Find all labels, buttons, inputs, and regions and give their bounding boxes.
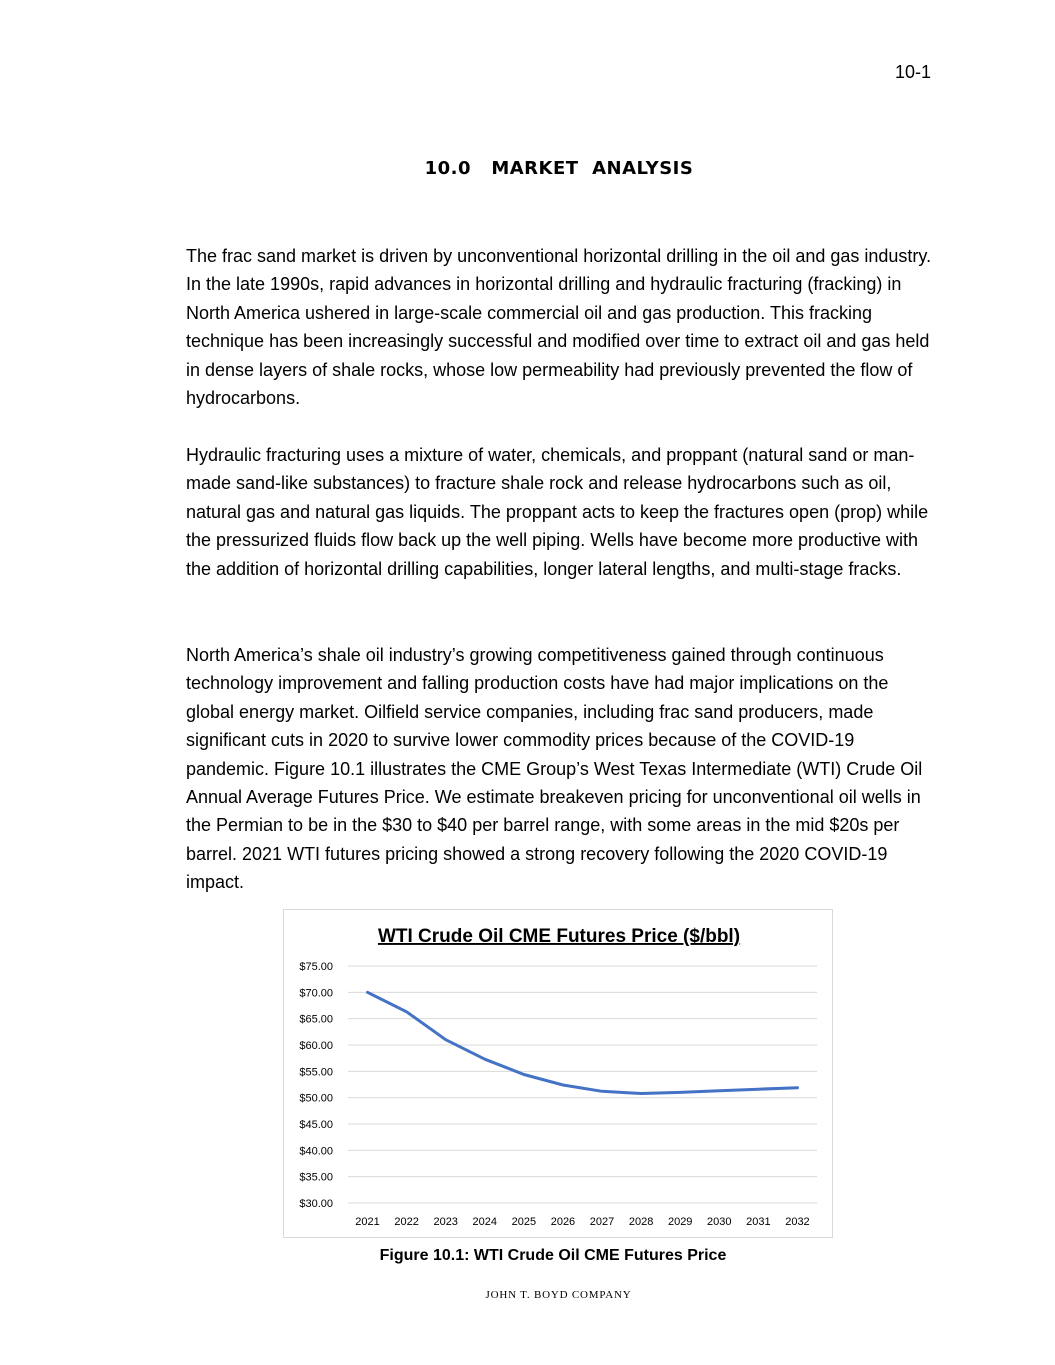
paragraph-2: Hydraulic fracturing uses a mixture of water, chemicals, and proppant (natural sand or man-made sand-like substances) to fracture shale rock and release hydrocarbons such as oil, natural gas and natural gas liquids. The proppant acts to keep the fractures open (prop) while the pressurized fluids flow back up the well piping. Wells have become more productive with the addition of horizontal drilling capabilities, longer lateral lengths, and multi-stage fracks. — [186, 445, 929, 579]
x-tick-label: 2027 — [589, 1216, 615, 1228]
x-tick-label: 2025 — [511, 1216, 537, 1228]
x-tick-label: 2023 — [433, 1216, 458, 1228]
series-line — [368, 992, 798, 1093]
y-tick-label: $65.00 — [299, 1013, 333, 1026]
x-tick-label: 2032 — [785, 1216, 810, 1228]
x-tick-label: 2026 — [550, 1216, 576, 1228]
section-title: 10.0 MARKET ANALYSIS — [424, 158, 694, 179]
y-tick-label: $35.00 — [299, 1171, 333, 1184]
page-number: 10-1 — [894, 62, 931, 82]
y-tick-label: $55.00 — [299, 1066, 333, 1079]
x-tick-label: 2022 — [394, 1216, 419, 1228]
chart-series — [368, 992, 798, 1093]
x-tick-label: 2031 — [746, 1216, 771, 1228]
figure-caption: Figure 10.1: WTI Crude Oil CME Futures Price — [379, 1247, 727, 1264]
chart-title: WTI Crude Oil CME Futures Price ($/bbl) — [377, 926, 741, 947]
y-tick-label: $30.00 — [299, 1198, 333, 1210]
y-tick-label: $70.00 — [299, 987, 333, 1000]
y-tick-label: $75.00 — [299, 961, 333, 973]
y-tick-label: $50.00 — [299, 1092, 333, 1105]
x-tick-label: 2021 — [355, 1216, 380, 1228]
paragraph-3: North America’s shale oil industry’s growing competitiveness gained through continuous technology improvement and falling production costs have had major implications on the global energy market. Oilfield service companies, including frac sand producers, made significant cuts in 2020 to survive lower commodity prices because of the COVID-19 pandemic. Figure 10.1 illustrates the CME Group’s West Texas Intermediate (WTI) Crude Oil Annual Average Futures Price. We estimate breakeven pricing for unconventional oil wells in the Permian to be in the $30 to $40 per barrel range, with some areas in the mid $20s per barrel. 2021 WTI futures pricing showed a strong recovery following the 2020 COVID-19 impact. — [186, 645, 923, 893]
wti-futures-chart — [283, 909, 833, 1238]
paragraph-1: The frac sand market is driven by unconventional horizontal drilling in the oil and gas industry. In the late 1990s, rapid advances in horizontal drilling and hydraulic fracturing (fracking) in North America ushered in large-scale commercial oil and gas production. This fracking technique has been increasingly successful and modified over time to extract oil and gas held in dense layers of shale rocks, whose low permeability had previously prevented the flow of hydrocarbons. — [186, 246, 932, 409]
chart-gridlines — [348, 966, 817, 1203]
x-tick-label: 2024 — [472, 1216, 498, 1228]
y-axis-ticks — [299, 961, 333, 1210]
y-tick-label: $60.00 — [299, 1040, 333, 1052]
footer-company: JOHN T. BOYD COMPANY — [485, 1289, 632, 1301]
y-tick-label: $40.00 — [299, 1145, 333, 1158]
x-tick-label: 2030 — [707, 1216, 732, 1228]
chart-svg — [284, 910, 834, 1239]
y-tick-label: $45.00 — [299, 1119, 333, 1131]
x-tick-label: 2028 — [628, 1216, 654, 1228]
x-axis-ticks — [355, 1216, 809, 1228]
x-tick-label: 2029 — [667, 1216, 693, 1228]
